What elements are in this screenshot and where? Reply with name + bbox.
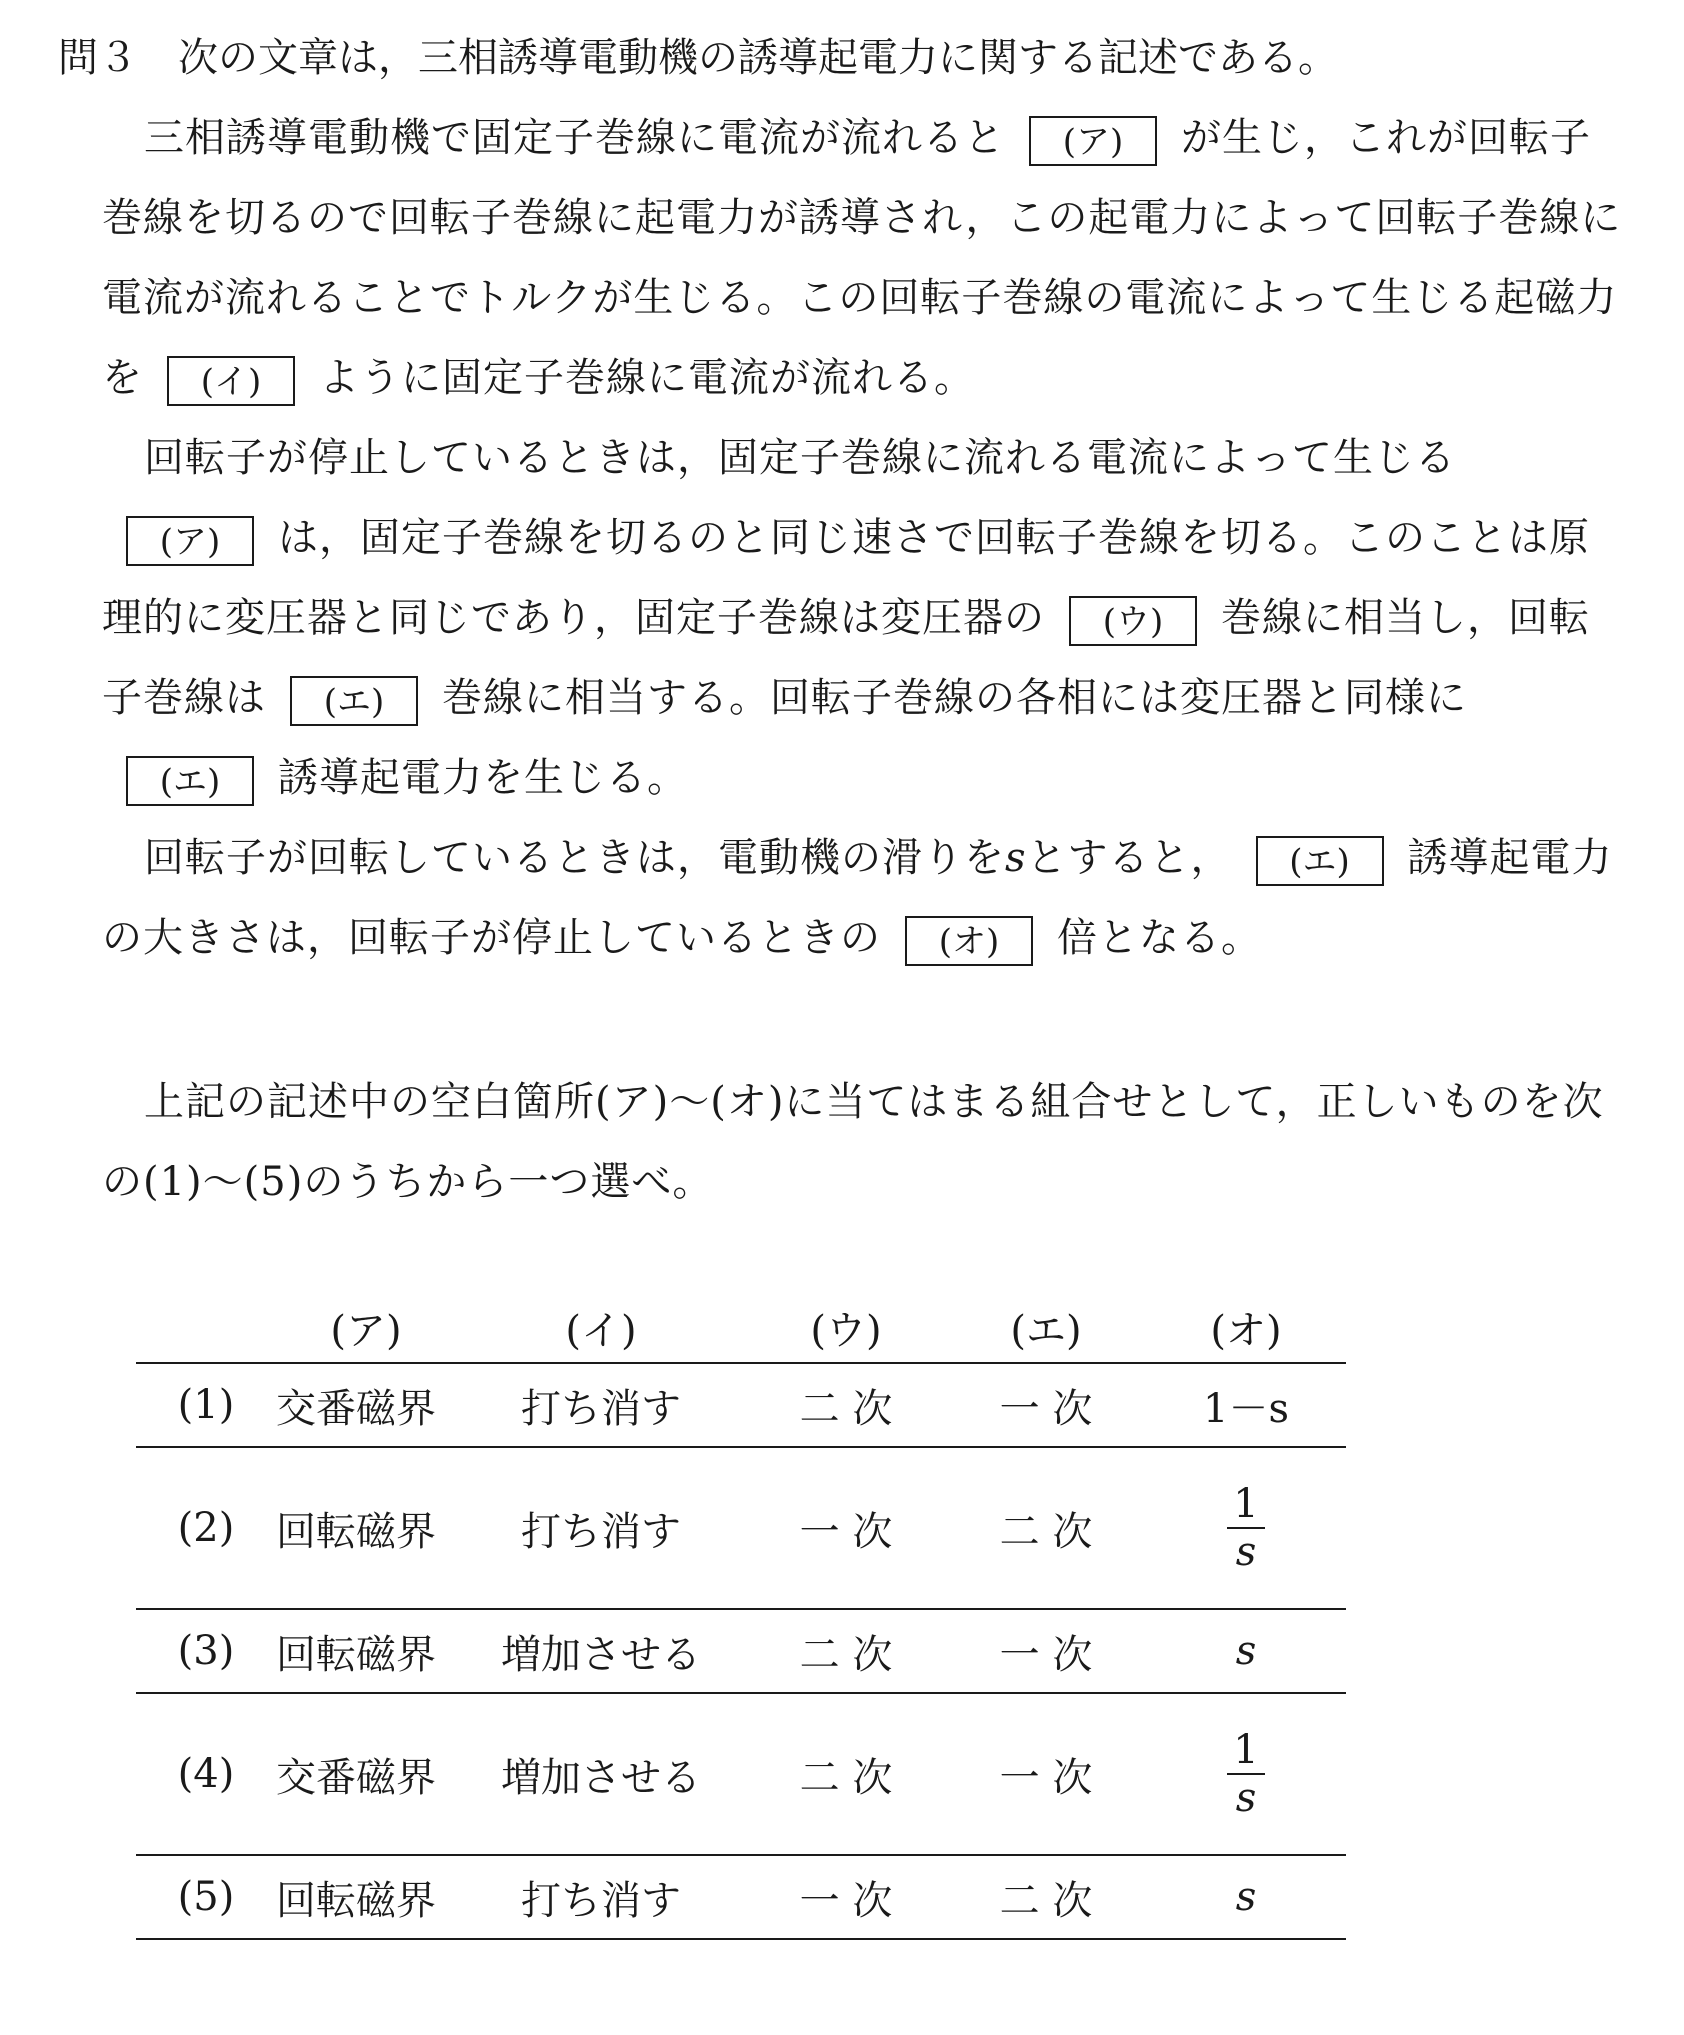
text: 回転子が回転しているときは，電動機の滑りを bbox=[144, 835, 1005, 881]
fraction-numerator: 1 bbox=[1227, 1727, 1264, 1775]
cell-b: 打ち消す bbox=[456, 1447, 746, 1609]
cell-e: 1－s bbox=[1146, 1363, 1346, 1447]
text: 巻線に相当し，回転子巻線は bbox=[102, 595, 1590, 721]
cell-a: 回転磁界 bbox=[276, 1855, 456, 1939]
cell-d: 一 次 bbox=[946, 1693, 1146, 1855]
blank-b: (イ) bbox=[167, 356, 295, 406]
text: とすると， bbox=[1026, 835, 1232, 881]
fraction-denominator: s bbox=[1235, 1529, 1257, 1575]
cell-c: 二 次 bbox=[746, 1609, 946, 1693]
text: 誘導起電力を生じる。 bbox=[278, 755, 688, 801]
paragraph-2 bbox=[102, 418, 1622, 818]
cell-b: 増加させる bbox=[456, 1609, 746, 1693]
text: 倍となる。 bbox=[1057, 915, 1262, 961]
text: は，固定子巻線を切るのと同じ速さで回転子巻線を切る。このことは原理的に変圧器と同じであり，固定子巻線は変圧器の bbox=[102, 515, 1590, 641]
cell-e: s bbox=[1146, 1855, 1346, 1939]
table-row[interactable] bbox=[136, 1609, 1346, 1693]
cell-a: 交番磁界 bbox=[276, 1693, 456, 1855]
text: 上記の記述中の空白箇所(ア)～(オ)に当てはまる組合せとして，正しいものを次の(1)～(5)のうちから一つ選べ。 bbox=[102, 1079, 1604, 1205]
question-heading bbox=[58, 28, 1338, 88]
table-row[interactable] bbox=[136, 1363, 1346, 1447]
text: 回転子が停止しているときは，固定子巻線に流れる電流によって生じる bbox=[144, 435, 1456, 481]
cell-d: 一 次 bbox=[946, 1363, 1146, 1447]
cell-a: 交番磁界 bbox=[276, 1363, 456, 1447]
table-row[interactable] bbox=[136, 1855, 1346, 1939]
header-b: (イ) bbox=[456, 1292, 746, 1363]
table-header-row bbox=[136, 1292, 1346, 1363]
cell-a: 回転磁界 bbox=[276, 1609, 456, 1693]
cell-c: 一 次 bbox=[746, 1855, 946, 1939]
cell-b: 打ち消す bbox=[456, 1363, 746, 1447]
choice-number: (3) bbox=[136, 1609, 276, 1693]
cell-e bbox=[1146, 1447, 1346, 1609]
header-c: (ウ) bbox=[746, 1292, 946, 1363]
slip-variable: s bbox=[1005, 835, 1027, 881]
fraction bbox=[1227, 1481, 1264, 1575]
cell-d: 一 次 bbox=[946, 1609, 1146, 1693]
choice-number: (1) bbox=[136, 1363, 276, 1447]
choice-number: (4) bbox=[136, 1693, 276, 1855]
fraction-denominator: s bbox=[1235, 1775, 1257, 1821]
text: が生じ，これが回転子巻線を切るので回転子巻線に起電力が誘導され，この起電力によって回転子巻線に電流が流れることでトルクが生じる。この回転子巻線の電流によって生じる起磁力を bbox=[102, 115, 1622, 401]
cell-a: 回転磁界 bbox=[276, 1447, 456, 1609]
header-empty bbox=[136, 1292, 276, 1363]
header-a: (ア) bbox=[276, 1292, 456, 1363]
header-e: (オ) bbox=[1146, 1292, 1346, 1363]
fraction-numerator: 1 bbox=[1227, 1481, 1264, 1529]
choice-number: (5) bbox=[136, 1855, 276, 1939]
paragraph-3 bbox=[102, 818, 1622, 978]
header-d: (エ) bbox=[946, 1292, 1146, 1363]
cell-c: 一 次 bbox=[746, 1447, 946, 1609]
cell-c: 二 次 bbox=[746, 1693, 946, 1855]
choices-table bbox=[136, 1292, 1346, 1940]
text: ように固定子巻線に電流が流れる。 bbox=[319, 355, 975, 401]
cell-d: 二 次 bbox=[946, 1855, 1146, 1939]
fraction bbox=[1227, 1727, 1264, 1821]
choice-number: (2) bbox=[136, 1447, 276, 1609]
paragraph-instruction bbox=[102, 1062, 1622, 1222]
table-row[interactable] bbox=[136, 1447, 1346, 1609]
text: 巻線に相当する。回転子巻線の各相には変圧器と同様に bbox=[442, 675, 1467, 721]
cell-b: 打ち消す bbox=[456, 1855, 746, 1939]
paragraph-1 bbox=[102, 98, 1622, 418]
question-number: 問３ bbox=[58, 35, 138, 81]
blank-e: (オ) bbox=[905, 916, 1033, 966]
text: 誘導起電力の大きさは，回転子が停止しているときの bbox=[102, 835, 1613, 961]
blank-d: (エ) bbox=[1256, 836, 1384, 886]
blank-d: (エ) bbox=[290, 676, 418, 726]
blank-d: (エ) bbox=[126, 756, 254, 806]
blank-a: (ア) bbox=[126, 516, 254, 566]
cell-e: s bbox=[1146, 1609, 1346, 1693]
table-row[interactable] bbox=[136, 1693, 1346, 1855]
blank-a: (ア) bbox=[1029, 116, 1157, 166]
text: 三相誘導電動機で固定子巻線に電流が流れると bbox=[144, 115, 1005, 161]
cell-b: 増加させる bbox=[456, 1693, 746, 1855]
question-title: 次の文章は，三相誘導電動機の誘導起電力に関する記述である。 bbox=[178, 35, 1338, 81]
cell-e bbox=[1146, 1693, 1346, 1855]
blank-c: (ウ) bbox=[1069, 596, 1197, 646]
cell-d: 二 次 bbox=[946, 1447, 1146, 1609]
cell-c: 二 次 bbox=[746, 1363, 946, 1447]
